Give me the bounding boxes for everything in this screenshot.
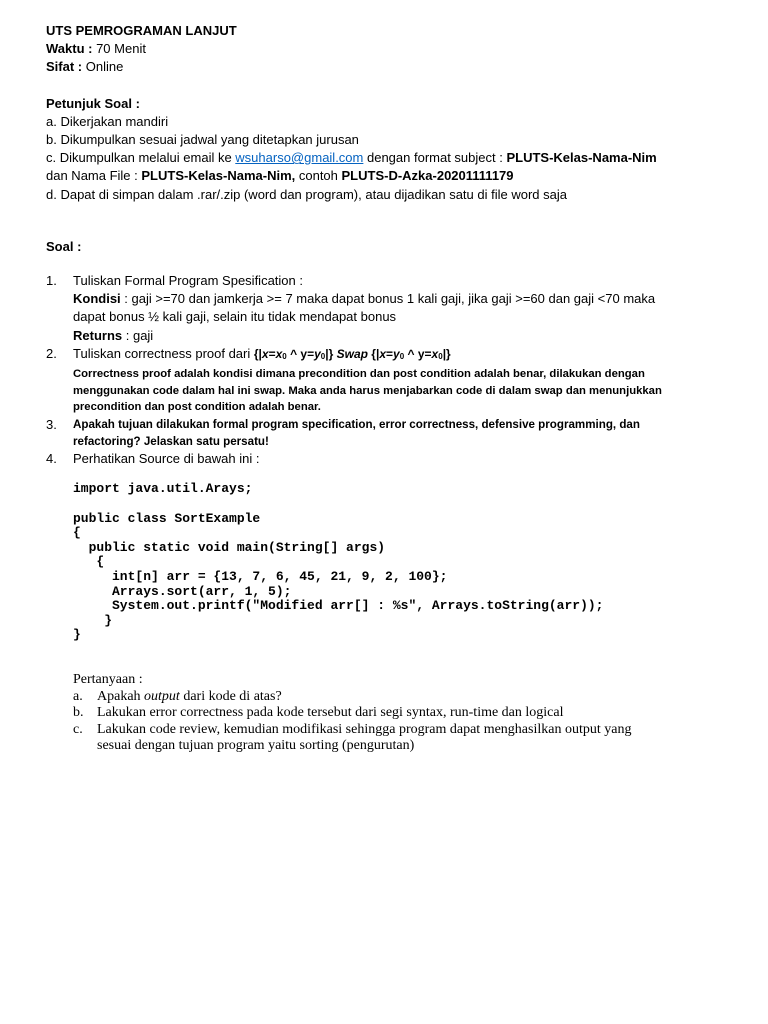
returns-label: Returns: [73, 327, 123, 343]
q3-line-1: Apakah tujuan dilakukan formal program specification, error correctness, defensive programming, dan: [73, 417, 640, 431]
sifat-value: Online: [82, 59, 124, 75]
q2-body-1: Correctness proof adalah kondisi dimana precondition dan post condition adalah benar, dilakukan dengan: [73, 368, 645, 381]
q2-body-3: precondition dan post condition adalah benar.: [73, 401, 321, 414]
waktu-value: 70 Menit: [92, 41, 146, 57]
code-line: public static void main(String[] args): [73, 539, 386, 555]
code-line: {: [73, 554, 105, 570]
sub-c-text-2: sesuai dengan tujuan program yaitu sorting (pengurutan): [97, 738, 415, 754]
petunjuk-d: d. Dapat di simpan dalam .rar/.zip (word dan program), atau dijadikan satu di file word saja: [46, 186, 567, 202]
petunjuk-c-mid: dengan format subject :: [363, 150, 507, 166]
q3-line-2: refactoring? Jelaskan satu persatu!: [73, 434, 269, 448]
spacer: [46, 256, 726, 272]
code-line: Arrays.sort(arr, 1, 5);: [73, 583, 292, 599]
sub-letter: c.: [73, 721, 83, 737]
file-format: PLUTS-Kelas-Nama-Nim,: [141, 168, 296, 184]
subject-format: PLUTS-Kelas-Nama-Nim: [506, 150, 657, 166]
question-2: [46, 345, 726, 416]
question-number: 1.: [46, 273, 57, 289]
code-line: System.out.printf("Modified arr[] : %s", Arrays.toString(arr));: [73, 598, 604, 614]
q2-title-text: Tuliskan correctness proof dari: [73, 345, 254, 361]
sub-a-em: output: [144, 688, 180, 704]
code-block: [73, 468, 726, 672]
q2-body-2: menggunakan code dalam hal ini swap. Maka anda harus menjabarkan code di dalam swap dan menunjukkan: [73, 384, 662, 397]
q1-returns: [73, 327, 726, 345]
kondisi-text: : gaji >=70 dan jamkerja >= 7 maka dapat bonus 1 kali gaji, jika gaji >=60 dan gaji <70 maka: [120, 291, 656, 307]
sub-question-c: [73, 722, 726, 755]
sub-c-text-1: Lakukan code review, kemudian modifikasi sehingga program dapat menghasilkan output yang: [97, 721, 632, 737]
question-4: [46, 450, 726, 755]
petunjuk-c-pre: c. Dikumpulkan melalui email ke: [46, 150, 236, 166]
petunjuk-b: b. Dikumpulkan sesuai jadwal yang ditetapkan jurusan: [46, 132, 359, 148]
code-line: import java.util.Arays;: [73, 481, 253, 497]
sub-a-pre: Apakah: [97, 688, 145, 704]
exam-title: UTS PEMROGRAMAN LANJUT: [46, 23, 237, 38]
code-line: {: [73, 525, 81, 541]
question-number: 2.: [46, 345, 57, 361]
code-line: int[n] arr = {13, 7, 6, 45, 21, 9, 2, 100};: [73, 568, 448, 584]
q4-title: Perhatikan Source di bawah ini :: [73, 450, 260, 466]
sub-b-text: Lakukan error correctness pada kode tersebut dari segi syntax, run-time dan logical: [97, 705, 564, 721]
waktu-label: Waktu :: [46, 41, 93, 57]
petunjuk-c2-pre: dan Nama File :: [46, 168, 142, 184]
code-line: }: [73, 612, 113, 628]
petunjuk-c2-mid: contoh: [295, 168, 342, 184]
waktu-line: [46, 40, 726, 58]
question-3: [46, 416, 726, 450]
question-1: [46, 272, 726, 345]
email-link[interactable]: wsuharso@gmail.com: [235, 150, 364, 166]
q1-title: Tuliskan Formal Program Spesification :: [73, 273, 303, 289]
sifat-line: [46, 58, 726, 76]
document-page: [46, 22, 726, 755]
q2-title: [73, 345, 726, 366]
sub-letter: b.: [73, 705, 84, 721]
returns-text: : gaji: [122, 327, 154, 343]
sub-question-a: [73, 689, 726, 706]
petunjuk-heading: Petunjuk Soal :: [46, 95, 140, 111]
spacer: [46, 222, 726, 238]
hoare-formula: {|x=x0 ^ y=y0|} Swap {|x=y0 ^ y=x0|}: [253, 346, 451, 361]
code-line: [73, 497, 726, 512]
petunjuk-c2: [46, 167, 726, 185]
sub-letter: a.: [73, 688, 83, 704]
spacer: [46, 77, 726, 95]
code-line: }: [73, 627, 81, 643]
kondisi-label: Kondisi: [73, 291, 121, 307]
file-example: PLUTS-D-Azka-20201111179: [341, 168, 514, 184]
sub-a-post: dari kode di atas?: [179, 688, 282, 704]
q1-kondisi: [73, 290, 726, 308]
spacer: [46, 204, 726, 222]
petunjuk-c: [46, 149, 726, 167]
sifat-label: Sifat :: [46, 59, 83, 75]
question-number: 4.: [46, 450, 57, 466]
soal-heading: Soal :: [46, 238, 82, 254]
petunjuk-a: a. Dikerjakan mandiri: [46, 113, 169, 129]
pertanyaan-label: Pertanyaan :: [73, 672, 143, 688]
code-line: public class SortExample: [73, 510, 261, 526]
q1-kondisi-cont: dapat bonus ½ kali gaji, selain itu tidak mendapat bonus: [73, 309, 397, 325]
question-number: 3.: [46, 416, 57, 432]
sub-question-b: [73, 705, 726, 722]
